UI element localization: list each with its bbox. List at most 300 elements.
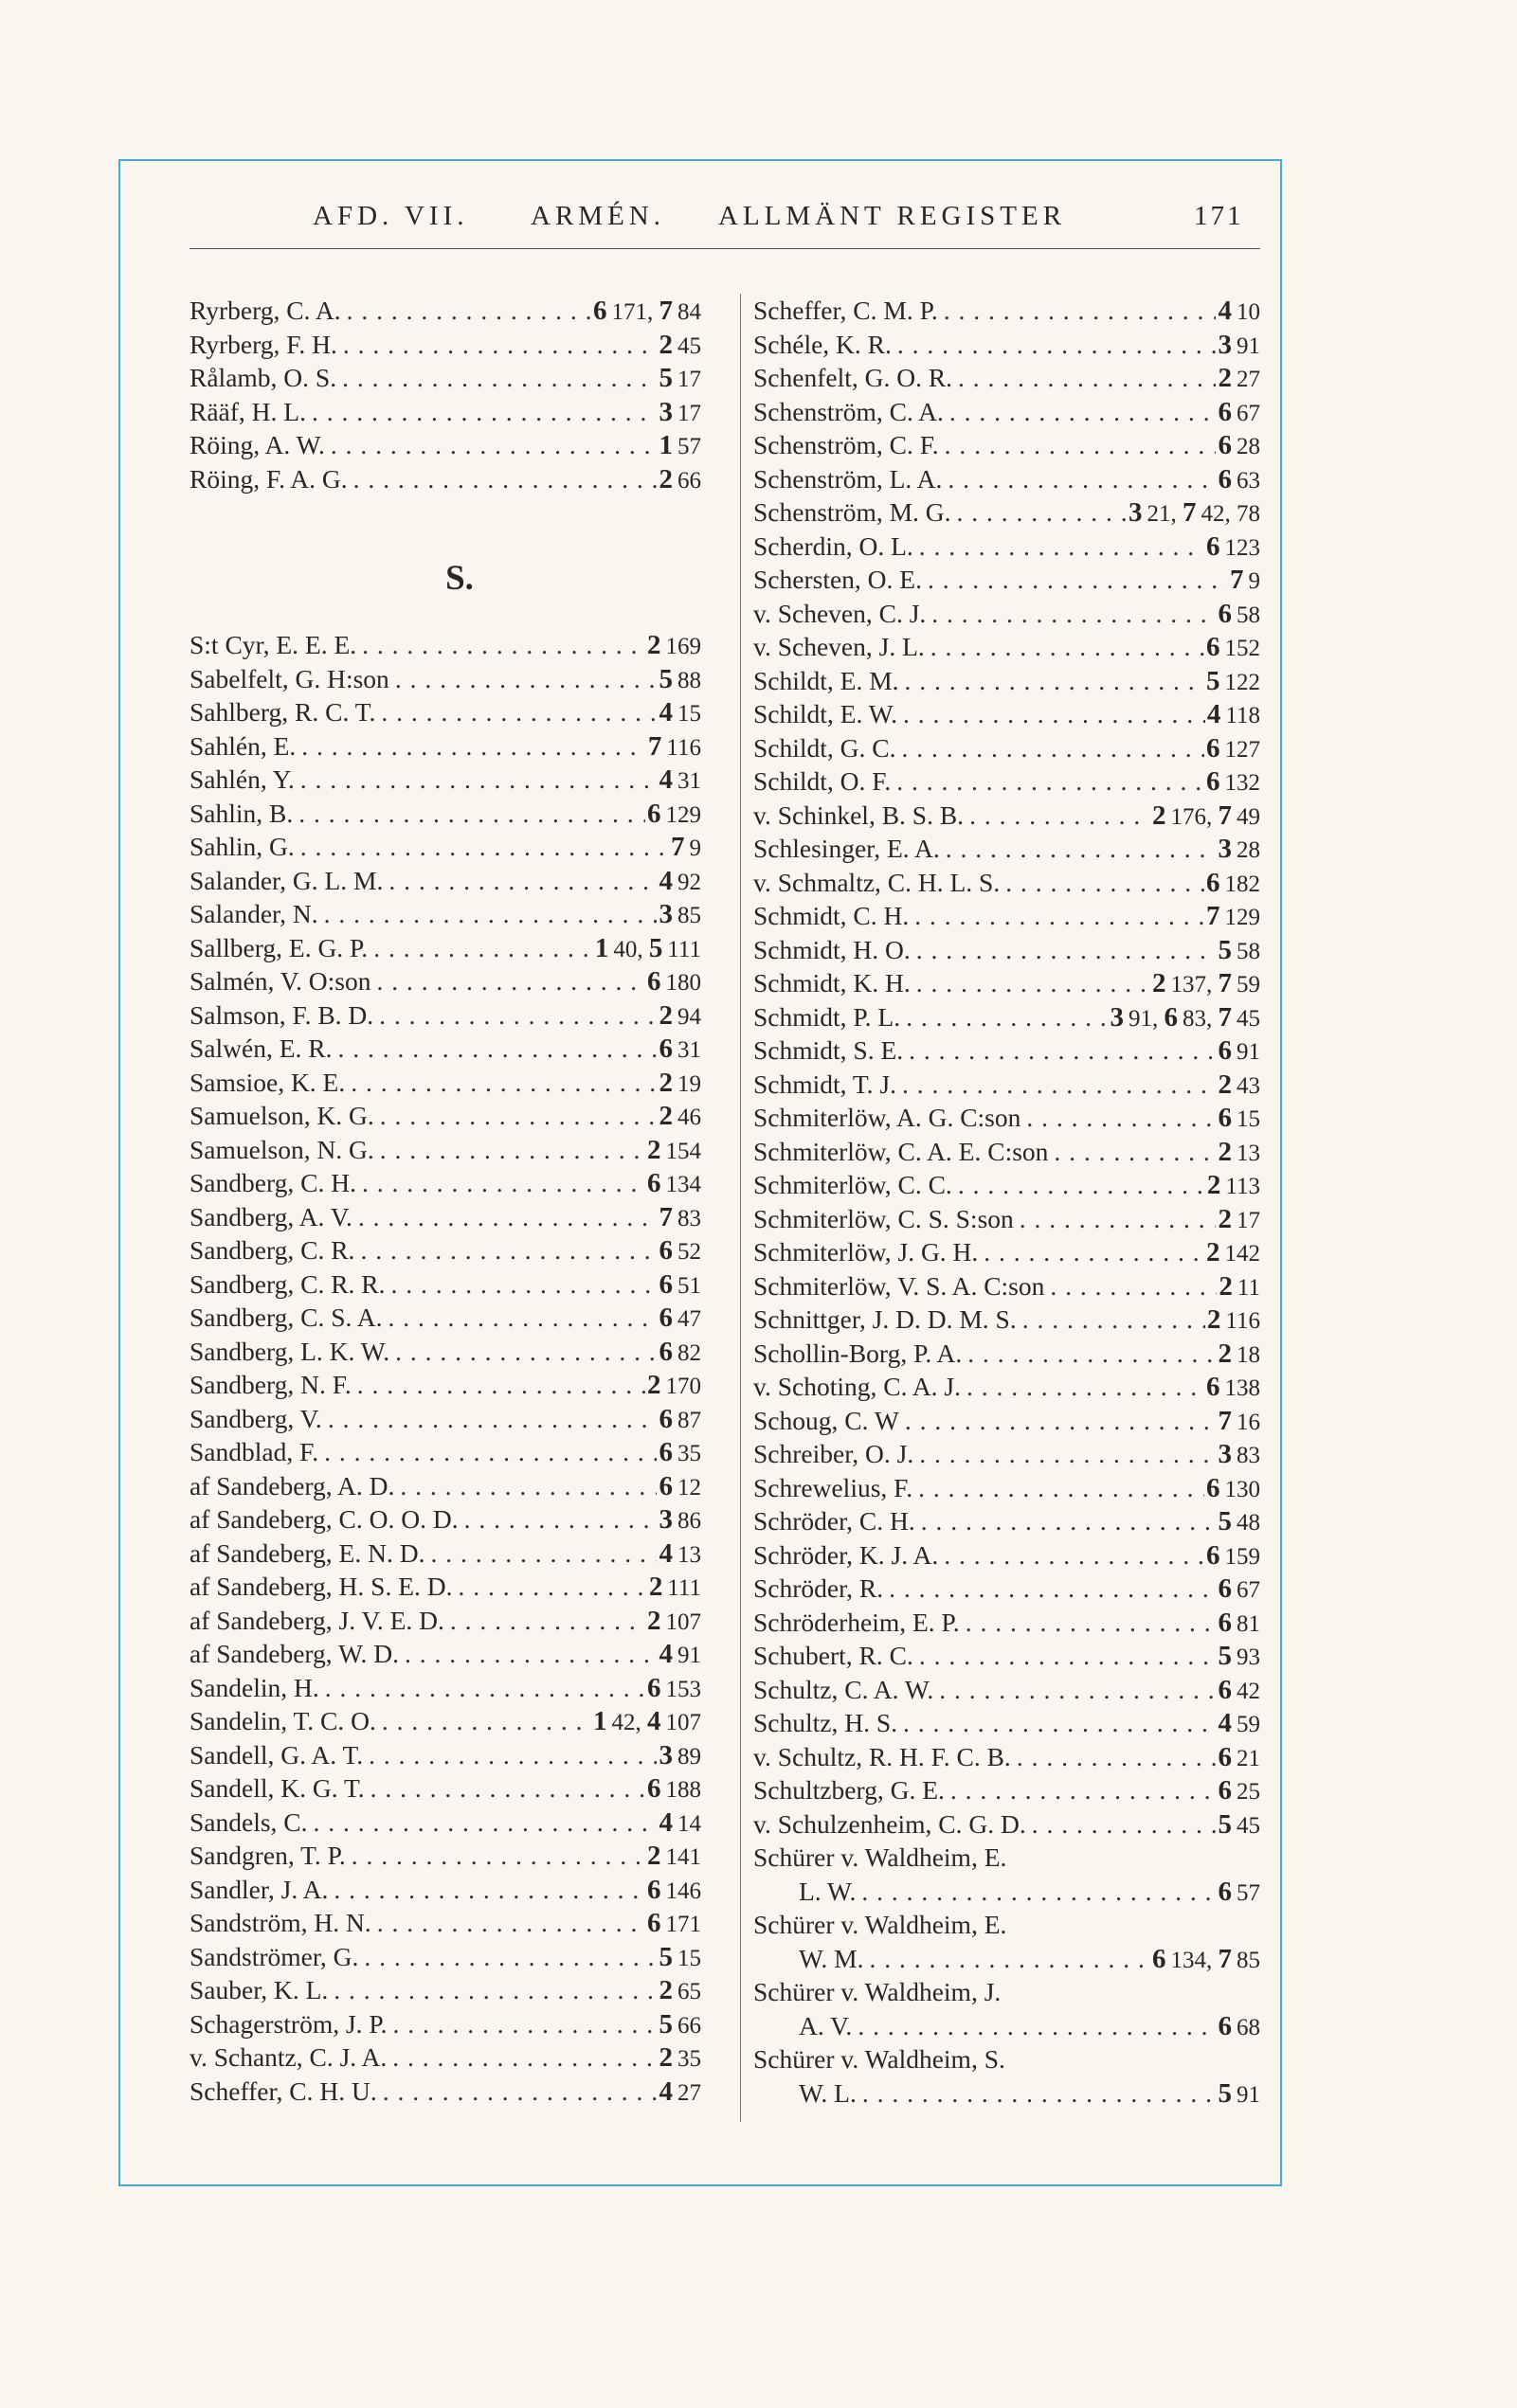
page-ref: 182 [1219, 871, 1260, 897]
leader-dots [312, 395, 658, 429]
entry-reference [1218, 1875, 1260, 1911]
volume-number: 4 [659, 865, 673, 896]
index-entry [190, 1973, 701, 2007]
entry-name: Samsioe, K. E. [190, 1067, 346, 1097]
index-entry [190, 1806, 701, 1840]
entry-reference [595, 931, 701, 967]
page-ref: 16 [1231, 1409, 1260, 1435]
index-entry [753, 1841, 1260, 1875]
leader-dots [945, 428, 1217, 462]
entry-name: v. Schantz, C. J. A. [190, 2042, 388, 2072]
page-ref: 12 [672, 1474, 701, 1501]
leader-dots [391, 1267, 658, 1302]
right-column [753, 294, 1260, 2110]
volume-number: 2 [1151, 800, 1166, 831]
entry-name: Samuelson, K. G. [190, 1101, 374, 1130]
index-entry [190, 864, 701, 898]
index-entry [190, 1637, 701, 1671]
page-ref: 107 [660, 1710, 701, 1735]
leader-dots [430, 1536, 657, 1571]
leader-dots [1005, 866, 1204, 900]
volume-number: 2 [646, 630, 661, 660]
leader-dots [459, 1570, 647, 1604]
entry-name: Ryrberg, C. A. [190, 296, 341, 325]
page-ref: 86 [672, 1508, 701, 1534]
index-entry [190, 428, 701, 462]
leader-dots [916, 966, 1150, 1000]
entry-name: Sandberg, N. F. [190, 1370, 352, 1399]
page-ref: 42, 78 [1196, 501, 1260, 527]
index-entry [753, 1673, 1260, 1707]
volume-number: 2 [1218, 1338, 1232, 1369]
page-ref: 129 [660, 801, 701, 828]
index-entry [753, 1975, 1260, 2009]
index-entry [190, 1940, 701, 1974]
entry-name: Schröder, C. H. [753, 1506, 915, 1536]
leader-dots [958, 361, 1216, 395]
entry-name: Sandberg, C. R. R. [190, 1268, 386, 1299]
index-entry [190, 1704, 701, 1738]
entry-name: Sandström, H. N. [190, 1908, 371, 1937]
entry-name: Schildt, E. W. [753, 699, 898, 728]
page-ref: 17 [672, 367, 701, 392]
index-entry [190, 328, 701, 362]
volume-number: 7 [1229, 565, 1244, 595]
entry-name: Sandels, C. [190, 1806, 308, 1837]
entry-reference [659, 1536, 701, 1572]
volume-number: 4 [659, 1639, 673, 1669]
page-ref: 83 [672, 1205, 701, 1231]
index-entry [753, 1235, 1260, 1269]
entry-name: A. V. [799, 2010, 853, 2040]
leader-dots [946, 832, 1217, 866]
index-entry [190, 763, 701, 797]
entry-reference [648, 729, 701, 765]
volume-number: 6 [1218, 1607, 1232, 1638]
index-entry [753, 1303, 1260, 1337]
entry-reference [1218, 2009, 1260, 2045]
entry-name: v. Schmaltz, C. H. L. S. [753, 867, 1001, 897]
entry-reference [659, 328, 701, 364]
index-entry [753, 1202, 1260, 1236]
index-entry [753, 328, 1260, 362]
page-ref: 25 [1231, 1779, 1260, 1805]
entry-name: Schubert, R. C. [753, 1641, 913, 1670]
volume-number: 4 [1218, 1708, 1232, 1738]
entry-reference [1218, 1639, 1260, 1675]
entry-reference [1207, 697, 1260, 733]
entry-name: Schultzberg, G. E. [753, 1775, 945, 1805]
index-entry [190, 964, 701, 998]
index-entry [753, 899, 1260, 933]
entry-name: Schmiterlöw, C. A. E. C:son [753, 1136, 1049, 1166]
entry-name: Schürer v. Waldheim, S. [753, 2044, 1005, 2074]
volume-number: 4 [659, 1537, 673, 1569]
volume-number: 6 [659, 1235, 673, 1266]
entry-name: Schlesinger, E. A. [753, 834, 940, 863]
page-ref: 123 [1219, 534, 1260, 561]
page-ref: 11 [1232, 1274, 1260, 1301]
leader-dots [1032, 1807, 1217, 1842]
volume-number: 2 [659, 329, 673, 360]
index-entry [753, 2042, 1260, 2076]
leader-dots [906, 1000, 1108, 1034]
volume-number: 4 [659, 764, 673, 795]
entry-name: Sahlén, E. [190, 730, 297, 761]
volume-number: 7 [1205, 901, 1220, 931]
page-ref: 58 [1231, 938, 1260, 964]
volume-number: 4 [659, 697, 673, 728]
entry-reference [1218, 1773, 1260, 1809]
volume-number: 2 [1151, 968, 1166, 998]
page-ref: 129 [1219, 905, 1260, 930]
index-entry [753, 1000, 1260, 1034]
page-ref: 42 [1231, 1678, 1260, 1704]
volume-number: 6 [646, 1773, 661, 1804]
entry-name: Schmidt, H. O. [753, 934, 911, 964]
leader-dots [382, 1704, 591, 1738]
leader-dots [395, 662, 658, 696]
page-ref: 82 [672, 1339, 701, 1366]
entry-name: L. W. [799, 1876, 857, 1906]
index-entry [190, 628, 701, 662]
page-ref: 92 [672, 869, 701, 895]
leader-dots [967, 1337, 1216, 1371]
page-ref: 91, [1123, 1005, 1165, 1032]
page-ref: 116 [661, 734, 701, 761]
leader-dots [395, 1335, 657, 1369]
leader-dots [342, 361, 657, 395]
volume-number: 6 [646, 966, 661, 997]
leader-dots [931, 597, 1216, 631]
entry-name: Schmidt, T. J. [753, 1069, 897, 1099]
index-entry [753, 1033, 1260, 1068]
leader-dots [921, 1504, 1217, 1538]
leader-dots [944, 1538, 1204, 1572]
entry-name: v. Schulzenheim, C. G. D. [753, 1808, 1026, 1839]
leader-dots [351, 1066, 657, 1100]
volume-number: 6 [646, 1874, 661, 1905]
page-ref: 31 [672, 768, 701, 794]
leader-dots [331, 428, 658, 462]
leader-dots [897, 328, 1217, 362]
entry-reference [593, 1704, 701, 1740]
entry-name: Schnittger, J. D. D. M. S. [753, 1304, 1017, 1334]
volume-number: 2 [1218, 1136, 1232, 1167]
entry-name: Schmiterlöw, V. S. A. C:son [753, 1270, 1045, 1301]
page-ref: 63 [1231, 467, 1260, 494]
page-ref: 171 [660, 1912, 701, 1937]
index-entry [190, 662, 701, 696]
page-ref: 154 [660, 1138, 701, 1164]
leader-dots [958, 1168, 1205, 1202]
entry-name: Sahlin, G. [190, 832, 295, 861]
entry-reference [1218, 1504, 1260, 1540]
entry-reference [1206, 530, 1260, 566]
index-entry [753, 597, 1260, 631]
volume-number: 1 [659, 430, 673, 460]
leader-dots [862, 2076, 1217, 2111]
page-ref: 88 [672, 667, 701, 693]
volume-number: 5 [659, 663, 673, 694]
leader-dots [948, 462, 1216, 496]
entry-name: Schildt, E. M. [753, 665, 899, 695]
leader-dots [861, 1875, 1216, 1909]
leader-dots [324, 897, 658, 931]
leader-dots [1017, 1740, 1217, 1774]
volume-number: 4 [646, 1706, 661, 1736]
entry-reference [647, 1604, 701, 1640]
entry-reference [659, 1940, 701, 1976]
page-ref: 176, [1165, 803, 1219, 830]
volume-number: 2 [646, 1370, 661, 1400]
entry-name: Schmiterlöw, C. C. [753, 1170, 952, 1199]
left-column [190, 294, 701, 2108]
volume-number: 2 [1218, 1203, 1232, 1234]
entry-reference [659, 662, 701, 698]
entry-reference [1206, 630, 1260, 666]
leader-dots [902, 731, 1204, 765]
entry-name: W. M. [799, 1943, 864, 1973]
leader-dots [1022, 1303, 1205, 1337]
entry-reference [647, 1771, 701, 1807]
page-ref: 35 [672, 2046, 701, 2072]
entry-reference [1206, 764, 1260, 800]
page-ref: 13 [1231, 1140, 1260, 1166]
volume-number: 6 [1205, 867, 1220, 898]
entry-reference [647, 1166, 701, 1202]
index-entry [190, 1301, 701, 1335]
entry-name: af Sandeberg, J. V. E. D. [190, 1605, 444, 1635]
page-ref: 134, [1165, 1947, 1219, 1973]
page-ref: 85 [672, 903, 701, 928]
entry-reference [1230, 563, 1260, 599]
volume-number: 7 [1218, 1405, 1232, 1436]
leader-dots [889, 1572, 1216, 1606]
page-ref: 28 [1231, 837, 1260, 863]
page-ref: 180 [660, 970, 701, 996]
volume-number: 6 [1218, 1103, 1232, 1133]
leader-dots [903, 1706, 1216, 1740]
volume-number: 4 [659, 1806, 673, 1838]
entry-name: af Sandeberg, C. O. O. D. [190, 1504, 459, 1534]
entry-reference [659, 1435, 701, 1471]
entry-reference [1218, 294, 1260, 330]
page-ref: 134 [660, 1172, 701, 1197]
page-ref: 49 [1231, 803, 1260, 830]
page-ref: 111 [662, 1575, 701, 1601]
entry-name: Schéle, K. R. [753, 329, 892, 359]
entry-name: Schmidt, C. H. [753, 901, 910, 930]
volume-number: 4 [1206, 699, 1221, 729]
volume-number: 1 [594, 932, 609, 963]
entry-name: Schoug, C. W [753, 1405, 899, 1435]
leader-dots [380, 1099, 658, 1133]
index-entry [190, 729, 701, 764]
entry-reference [659, 1806, 701, 1842]
page-ref: 47 [672, 1306, 701, 1332]
volume-number: 6 [1164, 1001, 1178, 1033]
index-entry [190, 1200, 701, 1234]
volume-number: 6 [659, 1336, 673, 1367]
leader-dots [370, 1771, 645, 1806]
entry-reference [1218, 1068, 1260, 1104]
volume-number: 7 [659, 1201, 673, 1232]
volume-number: 2 [648, 1572, 663, 1602]
entry-name: Schmidt, S. E. [753, 1035, 904, 1065]
volume-number: 3 [659, 396, 673, 427]
entry-reference [1218, 1437, 1260, 1473]
entry-reference [1218, 462, 1260, 498]
index-entry [190, 1099, 701, 1133]
leader-dots [358, 1200, 658, 1234]
entry-name: Schildt, G. C. [753, 732, 896, 763]
entry-name: Schrewelius, F. [753, 1472, 913, 1502]
entry-reference [1152, 1942, 1260, 1978]
page-ref: 57 [672, 434, 701, 459]
volume-number: 5 [659, 1941, 673, 1972]
entry-name: Schmiterlöw, A. G. C:son [753, 1103, 1021, 1132]
entry-reference [1206, 899, 1260, 935]
volume-number: 2 [646, 1605, 661, 1636]
index-entry [753, 1606, 1260, 1640]
index-entry [753, 530, 1260, 564]
page-ref: 17 [1231, 1207, 1260, 1233]
leader-dots [909, 1033, 1216, 1068]
entry-reference [647, 1906, 701, 1942]
index-entry [753, 1706, 1260, 1740]
index-entry [190, 2007, 701, 2041]
entry-name: Schenström, L. A. [753, 463, 943, 494]
volume-number: 6 [1205, 1539, 1220, 1571]
entry-reference [659, 2040, 701, 2076]
page-ref: 15 [1231, 1106, 1260, 1132]
leader-dots [362, 1166, 645, 1200]
leader-dots [314, 1806, 658, 1840]
leader-dots [930, 630, 1204, 664]
volume-number: 6 [646, 1168, 661, 1198]
page-ref: 107 [660, 1608, 701, 1635]
leader-dots [896, 764, 1204, 799]
page-ref: 52 [672, 1239, 701, 1265]
entry-name: Salander, G. L. M. [190, 865, 384, 895]
volume-number: 6 [1218, 1741, 1232, 1772]
volume-number: 2 [1219, 1270, 1233, 1302]
page-ref: 19 [672, 1070, 701, 1097]
leader-dots [966, 1606, 1217, 1640]
leader-dots [298, 797, 645, 831]
entry-name: Schürer v. Waldheim, J. [753, 1977, 1002, 2006]
page-ref: 91 [672, 1643, 701, 1668]
index-entry [753, 1370, 1260, 1404]
leader-dots [300, 763, 658, 797]
leader-dots [916, 933, 1217, 967]
volume-number: 5 [1218, 934, 1232, 965]
index-entry [753, 1101, 1260, 1135]
page-ref: 146 [660, 1878, 701, 1904]
entry-name: Salmén, V. O:son [190, 966, 371, 996]
page-ref: 45 [672, 332, 701, 359]
entry-name: af Sandeberg, H. S. E. D. [190, 1572, 453, 1601]
page-ref: 132 [1219, 770, 1260, 796]
volume-number: 7 [647, 730, 662, 762]
volume-number: 2 [1218, 363, 1232, 393]
entry-name: Sandströmer, G. [190, 1941, 359, 1971]
index-entry [753, 1168, 1260, 1202]
leader-dots [369, 1738, 657, 1772]
page-ref: 43 [1231, 1072, 1260, 1099]
entry-reference [1206, 1471, 1260, 1507]
entry-reference [1218, 1572, 1260, 1608]
index-entry [753, 462, 1260, 496]
page-ref: 91 [1231, 1039, 1260, 1065]
entry-reference [659, 1233, 701, 1269]
leader-dots [364, 1940, 657, 1974]
volume-number: 5 [1218, 2077, 1232, 2109]
index-entry [190, 1032, 701, 1066]
entry-reference [1218, 395, 1260, 431]
leader-dots [870, 1942, 1150, 1976]
entry-name: Schenström, C. A. [753, 396, 944, 426]
entry-reference [659, 2075, 701, 2111]
page-ref: 188 [660, 1777, 701, 1803]
volume-number: 2 [659, 1067, 673, 1098]
volume-number: 6 [1218, 430, 1232, 460]
volume-number: 2 [646, 1841, 661, 1871]
index-entry [190, 1771, 701, 1806]
volume-number: 6 [1218, 598, 1232, 629]
section-gap [190, 495, 701, 550]
entry-reference [1152, 799, 1260, 835]
page-ref: 81 [1231, 1610, 1260, 1637]
page-ref: 28 [1231, 434, 1260, 459]
volume-number: 4 [1218, 296, 1232, 326]
volume-number: 7 [1218, 1943, 1232, 1974]
entry-name: Sandler, J. A. [190, 1874, 329, 1904]
entry-reference [659, 1335, 701, 1371]
entry-reference [659, 1200, 701, 1236]
index-entry [753, 799, 1260, 833]
entry-reference [659, 763, 701, 799]
index-entry [190, 1066, 701, 1100]
index-entry [753, 697, 1260, 731]
volume-number: 6 [1218, 1573, 1232, 1604]
page-ref: 27 [672, 2079, 701, 2106]
leader-dots [373, 931, 593, 965]
entry-reference [647, 1368, 701, 1404]
entry-name: Salwén, E. R. [190, 1033, 333, 1063]
volume-number: 6 [592, 296, 607, 326]
leader-dots [377, 964, 645, 998]
volume-number: 3 [1218, 1439, 1232, 1469]
entry-reference [659, 897, 701, 933]
header-section: AFD. VII. [313, 201, 469, 231]
leader-dots [381, 695, 657, 729]
page-ref: 45 [1231, 1005, 1260, 1032]
entry-reference [1218, 1337, 1260, 1373]
entry-name: Sandell, G. A. T. [190, 1739, 364, 1770]
page-ref: 169 [660, 634, 701, 659]
index-entry [753, 1437, 1260, 1471]
entry-name: Sallberg, E. G. P. [190, 932, 369, 962]
index-entry [753, 1504, 1260, 1538]
page-ref: 42, [606, 1710, 647, 1735]
entry-name: Schildt, O. F. [753, 766, 892, 796]
index-entry [753, 1538, 1260, 1572]
page-ref: 87 [672, 1407, 701, 1433]
index-entry [190, 1873, 701, 1907]
leader-dots [379, 998, 657, 1033]
